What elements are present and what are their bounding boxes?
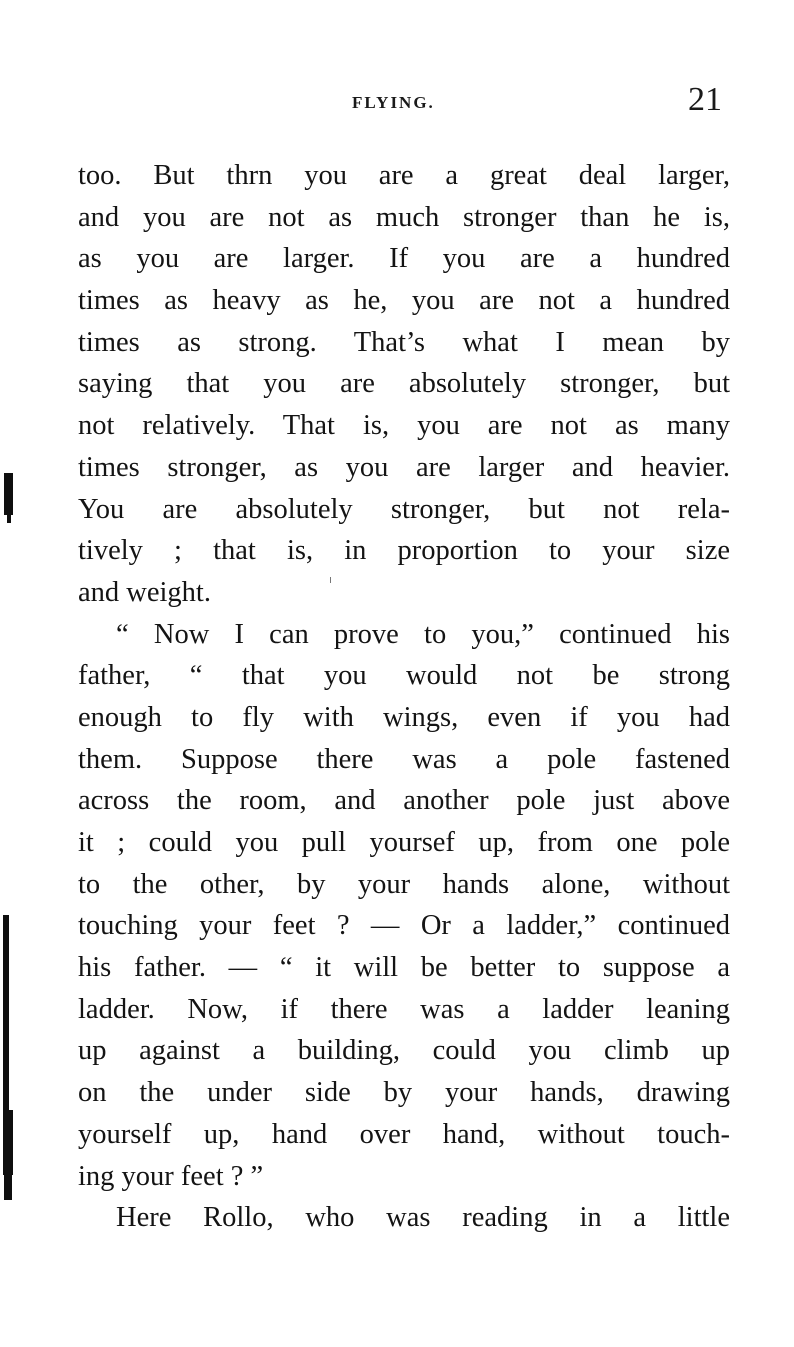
scan-artifact xyxy=(4,473,13,515)
scan-artifact xyxy=(7,515,11,523)
text-line: them. Suppose there was a pole fastened xyxy=(78,743,730,775)
text-line: times as strong. That’s what I mean by xyxy=(78,326,730,358)
text-line: to the other, by your hands alone, without xyxy=(78,868,730,900)
text-line: and you are not as much stronger than he is, xyxy=(78,201,730,233)
text-line: touching your feet ? — Or a ladder,” continued xyxy=(78,910,730,942)
scan-artifact xyxy=(4,1175,12,1200)
running-head: FLYING. xyxy=(352,93,435,112)
text-line: as you are larger. If you are a hundred xyxy=(78,243,730,275)
text-line: times as heavy as he, you are not a hundred xyxy=(78,285,730,317)
text-line: and weight. xyxy=(78,576,211,608)
scan-artifact xyxy=(3,1110,13,1175)
text-line: on the under side by your hands, drawing xyxy=(78,1077,730,1109)
text-line: enough to fly with wings, even if you had xyxy=(78,701,730,733)
text-line: tively ; that is, in proportion to your size xyxy=(78,535,730,567)
text-line: up against a building, could you climb up xyxy=(78,1035,730,1067)
scan-speck xyxy=(330,577,331,583)
text-line: his father. — “ it will be better to suppose a xyxy=(78,952,730,984)
text-line: across the room, and another pole just above xyxy=(78,785,730,817)
text-line: not relatively. That is, you are not as many xyxy=(78,410,730,442)
text-line: yourself up, hand over hand, without touch- xyxy=(78,1118,730,1150)
scan-artifact xyxy=(3,915,9,1110)
text-line: times stronger, as you are larger and heavier. xyxy=(78,451,730,483)
text-line: You are absolutely stronger, but not rela- xyxy=(78,493,730,525)
text-line: saying that you are absolutely stronger, but xyxy=(78,368,730,400)
text-line: too. But thrn you are a great deal larger, xyxy=(78,160,730,191)
text-line: it ; could you pull yoursef up, from one pole xyxy=(78,827,730,858)
body-text xyxy=(78,155,730,1239)
text-line: “ Now I can prove to you,” continued his xyxy=(116,618,730,650)
text-line: Here Rollo, who was reading in a little xyxy=(116,1202,730,1234)
text-line: ladder. Now, if there was a ladder leaning xyxy=(78,993,730,1025)
text-line: ing your feet ? ” xyxy=(78,1160,264,1192)
text-line: father, “ that you would not be strong xyxy=(78,660,730,692)
page-number: 21 xyxy=(688,81,722,118)
